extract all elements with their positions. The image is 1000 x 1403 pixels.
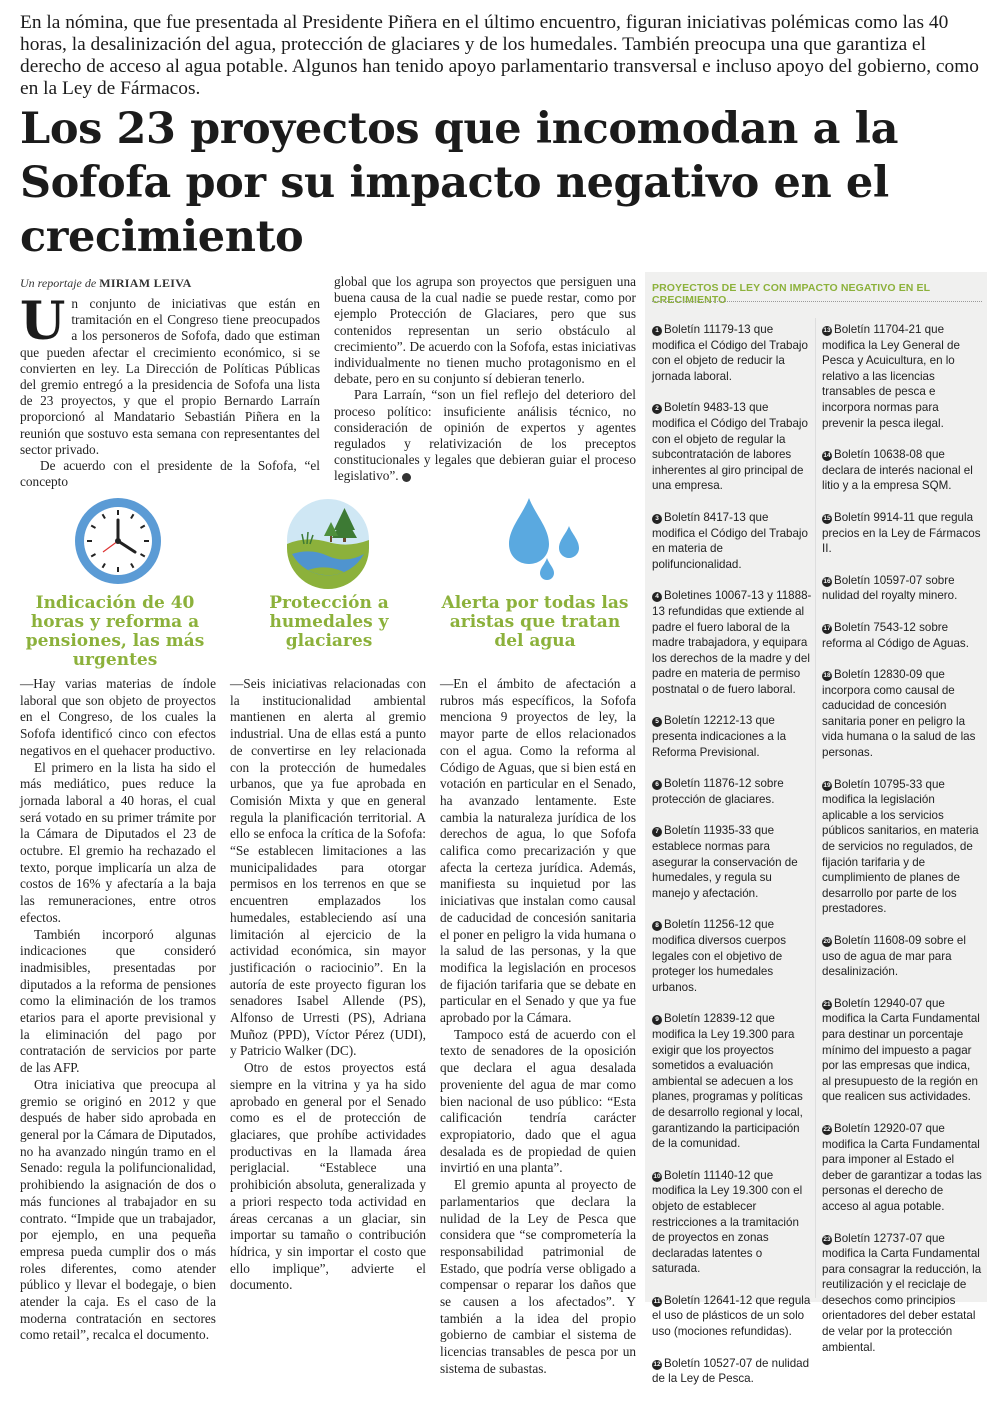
bill-text: Boletín 11256-12 que modifica diversos cuerpos legales con el objetivo de proteger los humedales urbanos. — [652, 918, 787, 994]
bill-number-badge: 21 — [823, 1000, 831, 1008]
bill-item — [822, 322, 982, 431]
bill-text: Boletín 12920-07 que modifica la Carta Fundamental para imponer al Estado el deber de garantizar a todas las personas el derecho de acceso al agua potable. — [822, 1121, 982, 1213]
labor-paragraph: También incorporó algunas indicaciones que consideró inadmisibles, presentadas por diputados a la reforma de pensiones como la eliminación de los tramos etarios para el aporte previsional y la eliminación del pago por contratación de servicios por parte de las AFP. — [20, 926, 216, 1076]
end-mark-icon — [402, 473, 411, 482]
bill-text: Boletín 11140-12 que modifica la Ley 19.300 con el objeto de establecer restricciones a la tramitación de proyectos en zonas declaradas latentes o saturada. — [652, 1168, 803, 1276]
intro-paragraph-3: global que los agrupa son proyectos que persiguen una buena causa de la cual nadie se puede restar, como por ejemplo Protección de Glaciares, pero que sus contenidos representan un serio obstáculo al crecimiento”. De acuerdo con la Sofofa, estas iniciativas individualmente no tienen mucho protagonismo en el debate, pero en su conjunto sí debieran tenerlo. — [334, 274, 636, 387]
bill-number-badge: 4 — [652, 592, 662, 602]
bill-item — [652, 1356, 812, 1387]
bill-text: Boletín 10597-07 sobre nulidad del royalty minero. — [822, 573, 958, 603]
section-title-environment: Protección a humedales y glaciares — [269, 593, 389, 651]
section-title-water: Alerta por todas las aristas que tratan del agua — [441, 593, 629, 651]
bill-number-badge: 20 — [823, 938, 831, 945]
bill-text: Boletín 12641-12 que regula el uso de plásticos de un solo uso (mociones refundidas). — [652, 1293, 811, 1339]
bill-number-badge: 13 — [823, 327, 831, 334]
water-drops-icon — [497, 492, 593, 588]
labor-paragraph: Otra iniciativa que preocupa al gremio se originó en 2012 y que después de haber sido aprobada en general por la Cámara de Diputados, no ha avanzado ningún tramo en el Senado: regula la polifuncionalidad, prohibiendo la asignación de dos o más funciones al trabajador en su contrato. “Impide que un trabajador, por ejemplo, en una pequeña empresa pueda cumplir dos o más roles diferentes, como atender público y llevar el bodegaje, o bien atender la caja. Es el caso de la moderna contratación en sectores como retail”, recalca el documento. — [20, 1076, 216, 1343]
section-title-labor: Indicación de 40 horas y reforma a pensiones, las más urgentes — [25, 593, 205, 670]
bill-number-badge: 17 — [823, 624, 831, 632]
intro-column-2 — [334, 274, 636, 485]
headline: Los 23 proyectos que incomodan a la Sofofa por su impacto negativo en el crecimiento — [20, 104, 899, 262]
byline-author: MIRIAM LEIVA — [99, 276, 192, 290]
bill-text: Boletín 8417-13 que modifica el Código del Trabajo en materia de polifuncionalidad. — [652, 510, 808, 571]
clock-icon — [73, 496, 163, 586]
bill-item — [652, 588, 812, 697]
environment-paragraph: Otro de estos proyectos está siempre en la vitrina y ya ha sido aprobado en general por el Senado como es el de protección de glaciares, que prohíbe actividades productivas en la llamada área periglacial. “Establece una prohibición absoluta, generalizada y a priori respecto toda actividad en áreas cercanas a un glaciar, sin importar su tamaño o contribución hídrica, y sin importar el costo que ello implique”, advierte el documento. — [230, 1060, 426, 1293]
bill-number-badge: 19 — [823, 781, 831, 789]
byline — [20, 276, 192, 291]
labor-paragraph: —Hay varias materias de índole laboral que son objeto de proyectos en el Congreso, de los cuales la Sofofa identificó cinco con efectos negativos en el quehacer productivo. — [20, 676, 216, 758]
bill-text: Boletín 10638-08 que declara de interés nacional el litio y a la empresa SQM. — [822, 448, 973, 493]
bill-item — [822, 996, 982, 1105]
water-paragraph: —En el ámbito de afectación a rubros más específicos, la Sofofa menciona 9 proyectos de ley, la mayor parte de ellos relacionados con el agua. Como la reforma al Código de Aguas, que si bien está en votación en particular en el Senado, ha avanzado lentamente. Este cambia la naturaleza jurídica de los derechos de agua, lo que Sofofa califica como precarización y que afecta la certeza jurídica. Además, manifiesta su inquietud por las iniciativas que instalan como causal de caducidad de concesión sanitaria el poner en peligro la vida humana o la salud de las personas, y la que modifica la legislación en procesos de fijación tarifaria que se debate en particular en el Senado y que ya fue aprobado por la Cámara. — [440, 676, 636, 1026]
bill-item — [822, 1121, 982, 1215]
bill-text: Boletín 11608-09 sobre el uso de agua de mar para desalinización. — [822, 934, 966, 979]
sidebar-divider — [652, 301, 982, 302]
bill-number-badge: 16 — [823, 577, 831, 585]
bill-text: Boletín 12737-07 que modifica la Carta Fundamental para consagrar la reducción, la reutilización y el reciclaje de desechos como principios orientadores del deber estatal de velar por la protección ambiental. — [822, 1231, 982, 1354]
bill-number-badge: 23 — [823, 1235, 831, 1243]
dropcap: U — [20, 291, 66, 352]
bill-item — [822, 933, 982, 980]
bill-text: Boletín 12830-09 que incorpora como causal de caducidad de concesión sanitaria poner en peligro la vida humana o la salud de las personas. — [822, 668, 976, 760]
bills-list-left — [652, 322, 812, 1403]
bill-text: Boletín 12212-13 que presenta indicaciones a la Reforma Previsional. — [652, 714, 787, 759]
bill-number-badge: 9 — [652, 1015, 662, 1025]
intro-paragraph-2: De acuerdo con el presidente de la Sofofa, “el concepto — [20, 458, 320, 490]
bill-item — [652, 510, 812, 572]
section-body-water — [440, 676, 636, 1378]
bill-item — [652, 1293, 812, 1340]
environment-paragraph: —Seis iniciativas relacionadas con la institucionalidad ambiental mantienen en alerta al gremio industrial. Una de ellas está a punto de convertirse en ley relacionada con la protección de humedales urbanos, que ya fue aprobada en Comisión Mixta y que en general regula la planificación territorial. A ello se enfoca la crítica de la Sofofa: “Se establecen limitaciones a las municipalidades para otorgar permisos en los terrenos en que se encuentren emplazados los humedales, estableciendo así una limitación al ejercicio de la actividad económica, sin mayor justificación o raciocinio”. En la autoría de este proyecto figuran los senadores Isabel Allende (PS), Alfonso de Urresti (PS), Adriana Muñoz (PPD), Víctor Pérez (UDI), y Patricio Walker (DC). — [230, 676, 426, 1059]
bill-text: Boletines 10067-13 y 11888-13 refundidas que extiende al padre el fuero laboral de la madre trabajadora, y equipara los derechos de la madre y del padre en materia de permiso postnatal o de fuero laboral. — [652, 589, 812, 696]
bill-number-badge: 18 — [823, 672, 831, 680]
bill-text: Boletín 11876-12 sobre protección de glaciares. — [652, 777, 784, 806]
bill-text: Boletín 10527-07 de nulidad de la Ley de Pesca. — [652, 1356, 810, 1386]
bill-item — [822, 510, 982, 557]
bill-number-badge: 12 — [653, 1360, 661, 1368]
bill-text: Boletín 9914-11 que regula precios en la Ley de Fármacos II. — [822, 510, 981, 556]
water-paragraph: El gremio apunta al proyecto de parlamentarios que declara la nulidad de la Ley de Pesca que considera que “se comprometería la responsabilidad patrimonial de Estado, que podría verse obligado a compensar o reparar los daños que se causen a los afectados”. Y también a la idea del propio gobierno de cambiar el sistema de licencias transables de pesca por un sistema de subastas. — [440, 1177, 636, 1376]
wetlands-icon — [286, 498, 370, 582]
bill-number-badge: 3 — [652, 514, 662, 524]
bill-number-badge: 22 — [823, 1125, 831, 1133]
intro-paragraph-4: Para Larraín, “son un fiel reflejo del deterioro del proceso político: insuficiente análisis técnico, no consideración de opinión de expertos y agentes regulados y relativización de los preceptos constitucionales y legales que debieran guiar el proceso legislativo”. — [334, 387, 636, 484]
intro-column-1 — [20, 291, 320, 490]
bill-number-badge: 2 — [652, 404, 662, 414]
water-paragraph: Tampoco está de acuerdo con el texto de senadores de la oposición que declara el agua desalada proveniente del agua de mar como bien nacional de uso público: “Esta calificación tendría carácter expropiatorio, dado que el agua desalada es de propiedad de quien invirtió en una planta”. — [440, 1026, 636, 1176]
intro-paragraph-1: n conjunto de iniciativas que están en tramitación en el Congreso tiene preocupados a los personeros de Sofofa, dado que estiman que pueden afectar el crecimiento económico, si se convierten en ley. La Dirección de Políticas Públicas del gremio entregó a la presidencia de Sofofa una lista de 23 proyectos, y que el propio Bernardo Larraín proporcionó al Mandatario Sebastián Piñera en la reunión que sostuvo esta semana con representantes del sector privado. — [20, 296, 320, 457]
bill-text: Boletín 9483-13 que modifica el Código del Trabajo con el objeto de regular la subcontratación de labores inherentes al giro principal de una empresa. — [652, 401, 808, 493]
sidebar-title: PROYECTOS DE LEY CON IMPACTO NEGATIVO EN EL CRECIMIENTO — [652, 282, 930, 306]
bill-item — [652, 713, 812, 760]
bills-list-right — [822, 322, 982, 1371]
byline-prefix: Un reportaje de — [20, 276, 97, 290]
section-body-environment — [230, 676, 426, 1294]
bill-number-badge: 8 — [652, 921, 662, 931]
bill-item — [652, 1168, 812, 1277]
bill-item — [652, 917, 812, 995]
lead-paragraph: En la nómina, que fue presentada al Presidente Piñera en el último encuentro, figuran iniciativas polémicas como las 40 horas, la desalinización del agua, protección de glaciares y de los humedales. También preocupa una que garantiza el derecho de acceso al agua potable. Algunos han tenido apoyo parlamentario transversal e incluso apoyo del gobierno, como en la Ley de Fármacos. — [20, 12, 979, 99]
bill-item — [822, 620, 982, 651]
bill-item — [822, 777, 982, 917]
bill-text: Boletín 12839-12 que modifica la Ley 19.300 para exigir que los proyectos sometidos a evaluación ambiental se adecuen a los planes, programas y políticas de desarrollo regional y local, garantizando la participación de la comunidad. — [652, 1012, 803, 1151]
labor-paragraph: El primero en la lista ha sido el más mediático, pues reduce la jornada laboral a 40 horas, el cual será votado en su primer trámite por la Cámara de Diputados el 23 de octubre. El gremio ha rechazado el texto, porque implicaría un alza de costos de 16% y afectaría a la baja las remuneraciones, entre otros efectos. — [20, 759, 216, 925]
bill-text: Boletín 7543-12 sobre reforma al Código de Aguas. — [822, 620, 969, 650]
bill-item — [652, 1011, 812, 1151]
bill-number-badge: 14 — [823, 452, 831, 460]
bill-number-badge: 10 — [653, 1172, 661, 1180]
sidebar-column-divider — [815, 318, 816, 1298]
section-body-labor — [20, 676, 216, 1344]
bill-number-badge: 11 — [653, 1297, 661, 1305]
bill-number-badge: 1 — [652, 326, 662, 336]
bill-item — [822, 667, 982, 761]
bill-text: Boletín 11935-33 que establece normas para asegurar la conservación de humedales, y regula su manejo y afectación. — [652, 824, 798, 900]
bill-item — [652, 823, 812, 901]
bill-number-badge: 6 — [652, 780, 662, 790]
bill-item — [822, 573, 982, 604]
bill-item — [652, 400, 812, 494]
bill-item — [822, 447, 982, 494]
bill-item — [652, 322, 812, 384]
bill-number-badge: 5 — [652, 717, 662, 727]
bill-text: Boletín 11179-13 que modifica el Código del Trabajo con el objeto de reducir la jornada laboral. — [652, 323, 808, 383]
bill-text: Boletín 11704-21 que modifica la Ley General de Pesca y Acuicultura, en lo relativo a las licencias transables de pesca e incorpora normas para prevenir la pesca ilegal. — [822, 323, 960, 430]
bill-item — [652, 776, 812, 807]
bill-number-badge: 15 — [823, 514, 831, 522]
bill-text: Boletín 10795-33 que modifica la legislación aplicable a los servicios públicos sanitarios, en materia de servicios no regulados, de fijación tarifaria y de cumplimiento de planes de desarrollo por parte de los prestadores. — [822, 777, 979, 916]
bill-item — [822, 1231, 982, 1356]
bill-text: Boletín 12940-07 que modifica la Carta Fundamental para destinar un porcentaje mínimo del impuesto a pagar por las empresas que indica, al presupuesto de la región en que realicen sus actividades. — [822, 996, 980, 1104]
bill-number-badge: 7 — [652, 827, 662, 837]
